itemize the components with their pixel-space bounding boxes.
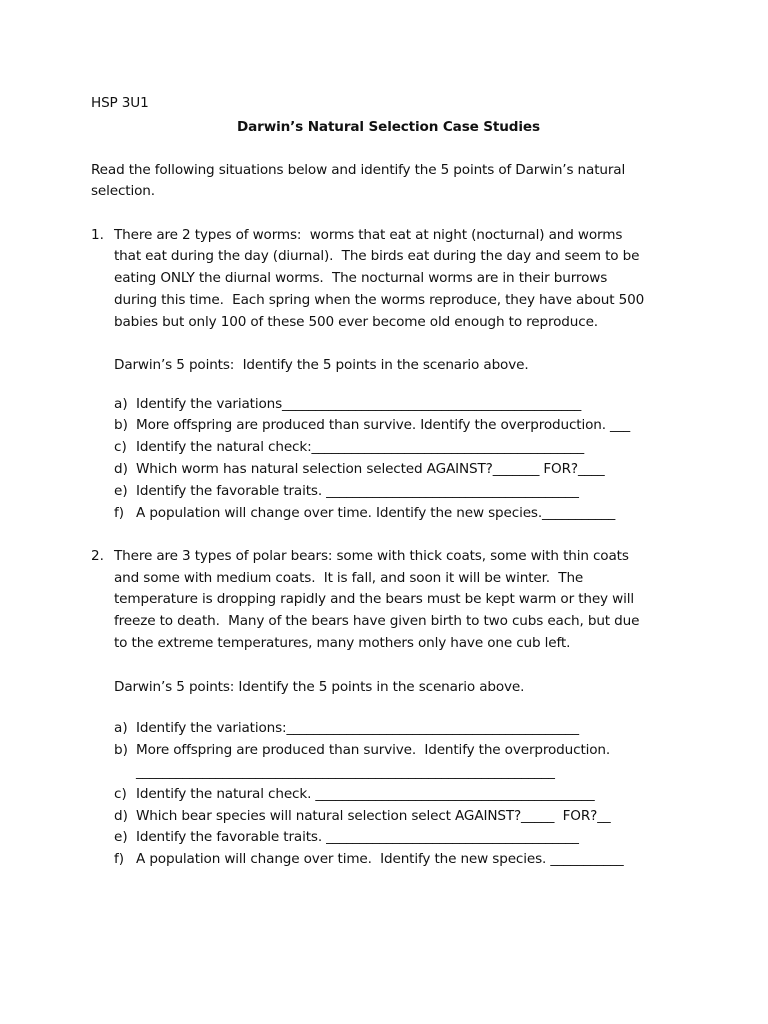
q1-item-text: More offspring are produced than survive. Identify the overproduction. ___: [136, 417, 630, 433]
q2-item-letter: b): [114, 742, 128, 758]
q2-item-letter: a): [114, 720, 128, 736]
intro-line-2: selection.: [91, 183, 155, 199]
q2-item-letter: d): [114, 808, 128, 824]
question-2-line: There are 3 types of polar bears: some with thick coats, some with thin coats: [114, 548, 629, 564]
q1-item-letter: b): [114, 417, 128, 433]
intro-line-1: Read the following situations below and identify the 5 points of Darwin’s natural: [91, 162, 626, 178]
question-1-line: eating ONLY the diurnal worms. The nocturnal worms are in their burrows: [114, 270, 608, 286]
q1-item-letter: f): [114, 505, 125, 521]
q1-item-letter: d): [114, 461, 128, 477]
question-2-line: and some with medium coats. It is fall, and soon it will be winter. The: [114, 570, 584, 586]
question-1-number: 1.: [91, 227, 104, 243]
q1-item-text: Which worm has natural selection selected AGAINST?_______ FOR?____: [136, 461, 605, 477]
q2-item-letter: c): [114, 786, 127, 802]
q1-item-text: A population will change over time. Identify the new species.___________: [136, 505, 616, 521]
q1-item-text: Identify the variations_____________________________________________: [136, 396, 582, 412]
q2-item-text: _______________________________________________________________: [136, 764, 555, 780]
q2-item-text: Which bear species will natural selection select AGAINST?_____ FOR?__: [136, 808, 611, 824]
question-1-prompt: Darwin’s 5 points: Identify the 5 points in the scenario above.: [114, 357, 529, 373]
q2-item-text: Identify the favorable traits. ______________________________________: [136, 829, 579, 845]
question-1-line: during this time. Each spring when the worms reproduce, they have about 500: [114, 292, 645, 308]
question-1-line: babies but only 100 of these 500 ever become old enough to reproduce.: [114, 314, 598, 330]
question-2-line: temperature is dropping rapidly and the bears must be kept warm or they will: [114, 591, 634, 607]
question-1-line: There are 2 types of worms: worms that eat at night (nocturnal) and worms: [114, 227, 623, 243]
q2-item-letter: e): [114, 829, 128, 845]
q1-item-letter: e): [114, 483, 128, 499]
q1-item-text: Identify the natural check:_________________________________________: [136, 439, 585, 455]
q2-item-text: Identify the natural check. __________________________________________: [136, 786, 595, 802]
q1-item-text: Identify the favorable traits. ______________________________________: [136, 483, 579, 499]
question-2-prompt: Darwin’s 5 points: Identify the 5 points in the scenario above.: [114, 679, 525, 695]
q2-item-text: A population will change over time. Identify the new species. ___________: [136, 851, 624, 867]
page-title: Darwin’s Natural Selection Case Studies: [237, 119, 540, 135]
course-code: HSP 3U1: [91, 95, 149, 111]
question-2-line: freeze to death. Many of the bears have given birth to two cubs each, but due: [114, 613, 640, 629]
question-2-line: to the extreme temperatures, many mothers only have one cub left.: [114, 635, 571, 651]
q1-item-letter: a): [114, 396, 128, 412]
q2-item-text: Identify the variations:____________________________________________: [136, 720, 579, 736]
q2-item-letter: f): [114, 851, 125, 867]
question-2-number: 2.: [91, 548, 104, 564]
q1-item-letter: c): [114, 439, 127, 455]
question-1-line: that eat during the day (diurnal). The birds eat during the day and seem to be: [114, 248, 640, 264]
q2-item-text: More offspring are produced than survive. Identify the overproduction.: [136, 742, 611, 758]
